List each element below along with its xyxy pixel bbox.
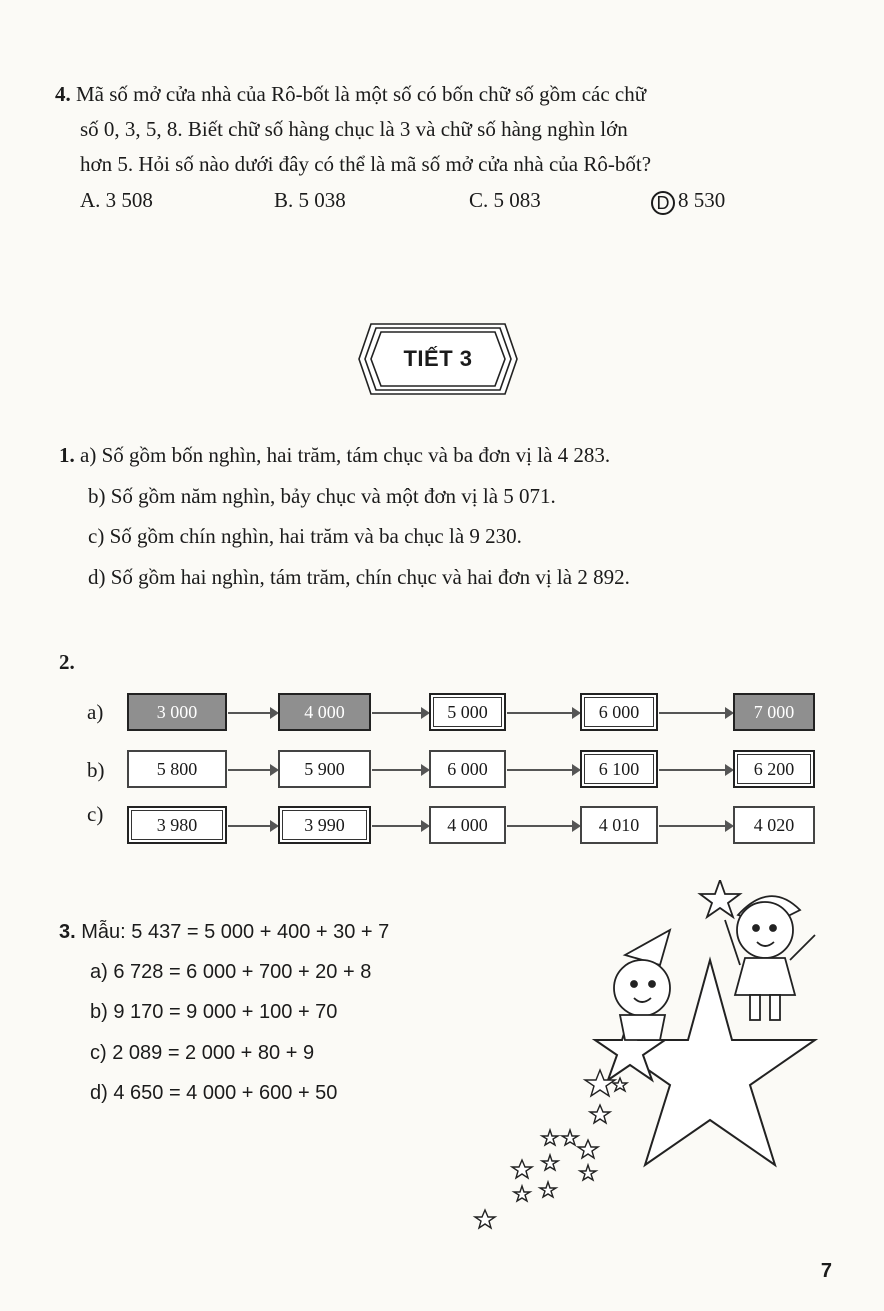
ex2-row-c-label: c): [87, 802, 104, 826]
ex1-d: d) Số gồm hai nghìn, tám trăm, chín chục và hai đơn vị là 2 892.: [88, 565, 630, 589]
star-icon: [700, 880, 740, 917]
arrow-icon: [507, 769, 579, 771]
sparkle-stars-icon: [475, 1070, 627, 1228]
chain-c-box-2: 3 990: [278, 806, 371, 844]
ex3-b: b) 9 170 = 9 000 + 100 + 70: [90, 1001, 338, 1023]
q4-line2: số 0, 3, 5, 8. Biết chữ số hàng chục là 3 và chữ số hàng nghìn lớn: [80, 117, 628, 141]
kid-right-icon: [725, 896, 815, 1020]
chain-b-box-5: 6 200: [733, 750, 815, 788]
arrow-icon: [659, 712, 732, 714]
ex1-c: c) Số gồm chín nghìn, hai trăm và ba chục là 9 230.: [88, 524, 522, 548]
chain-a-box-3: 5 000: [429, 693, 506, 731]
chain-a-box-1: 3 000: [127, 693, 227, 731]
arrow-icon: [659, 825, 732, 827]
arrow-icon: [507, 712, 579, 714]
arrow-icon: [228, 712, 277, 714]
chain-c-box-3: 4 000: [429, 806, 506, 844]
chain-c-box-5: 4 020: [733, 806, 815, 844]
chain-c-box-4: 4 010: [580, 806, 658, 844]
page-number: 7: [820, 1260, 832, 1282]
kid-left-icon: [614, 930, 670, 1040]
ex3-number: 3.: [59, 921, 76, 943]
ex2-number: 2.: [59, 650, 75, 674]
arrow-icon: [372, 825, 428, 827]
arrow-icon: [659, 769, 732, 771]
chain-a-box-2: 4 000: [278, 693, 371, 731]
answer-circle-icon: D: [651, 191, 675, 215]
section-title: TIẾT 3: [403, 346, 473, 371]
ex2-row-b-label: b): [87, 758, 105, 782]
q4-number: 4.: [55, 82, 71, 106]
section-badge: [357, 322, 519, 396]
chain-c-box-1: 3 980: [127, 806, 227, 844]
ex1-b: b) Số gồm năm nghìn, bảy chục và một đơn vị là 5 071.: [88, 484, 556, 508]
ex3-example: 3. Mẫu: 5 437 = 5 000 + 400 + 30 + 7: [59, 921, 390, 943]
ex1-a: 1. a) Số gồm bốn nghìn, hai trăm, tám chục và ba đơn vị là 4 283.: [59, 443, 611, 467]
chain-b-box-2: 5 900: [278, 750, 371, 788]
chain-a-box-4: 6 000: [580, 693, 658, 731]
arrow-icon: [228, 769, 277, 771]
q4-option-d-selected: D 8 530: [651, 186, 725, 215]
arrow-icon: [228, 825, 277, 827]
ex1-number: 1.: [59, 443, 75, 467]
ex2-row-a-label: a): [87, 700, 104, 724]
q4-option-a: A. 3 508: [80, 188, 153, 212]
arrow-icon: [372, 769, 428, 771]
arrow-icon: [507, 825, 579, 827]
q4-option-b: B. 5 038: [274, 188, 346, 212]
q4-option-c: C. 5 083: [469, 188, 541, 212]
arrow-icon: [372, 712, 428, 714]
chain-b-box-1: 5 800: [127, 750, 227, 788]
q4-line3: hơn 5. Hỏi số nào dưới đây có thể là mã số mở cửa nhà của Rô-bốt?: [80, 152, 652, 176]
chain-a-box-5: 7 000: [733, 693, 815, 731]
ex3-c: c) 2 089 = 2 000 + 80 + 9: [90, 1042, 315, 1064]
ex3-a: a) 6 728 = 6 000 + 700 + 20 + 8: [90, 961, 372, 983]
chain-b-box-3: 6 000: [429, 750, 506, 788]
q4-line1: 4. Mã số mở cửa nhà của Rô-bốt là một số có bốn chữ số gồm các chữ: [55, 82, 647, 106]
kids-on-stars-illustration: [470, 880, 850, 1230]
ex3-d: d) 4 650 = 4 000 + 600 + 50: [90, 1082, 338, 1104]
chain-b-box-4: 6 100: [580, 750, 658, 788]
